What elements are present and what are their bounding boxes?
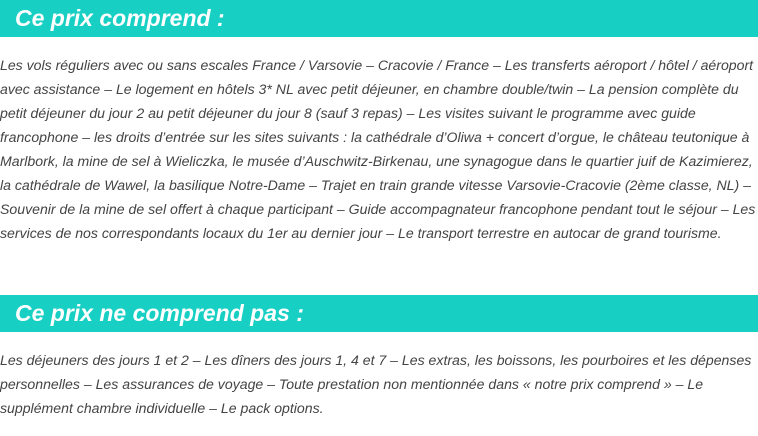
excluded-description: Les déjeuners des jours 1 et 2 – Les dîners des jours 1, 4 et 7 – Les extras, les boissons, les pourboires et les dépenses personnelles – Les assurances de voyage – Toute prestation non mentionnée dans « notre prix comprend » – Le supplément chambre individuelle – Le pack options. [0, 352, 752, 416]
included-description: Les vols réguliers avec ou sans escales France / Varsovie – Cracovie / France – Les transferts aéroport / hôtel / aéroport avec assistance – Le logement en hôtels 3* NL avec petit déjeuner, en chambre double/twin – La pension complète du petit déjeuner du jour 2 au petit déjeuner du jour 8 (sauf 3 repas) – Les visites suivant le programme avec guide francophone – les droits d’entrée sur les sites suivants : la cathédrale d’Oliwa + concert d’orgue, le château teutonique à Marlbork, la mine de sel à Wieliczka, le musée d’Auschwitz-Birkenau, une synagogue dans le quartier juif de Kazimierez, la cathédrale de Wawel, la basilique Notre-Dame – Trajet en train grande vitesse Varsovie-Cracovie (2ème classe, NL) – Souvenir de la mine de sel offert à chaque participant – Guide accompagnateur francophone pendant tout le séjour – Les services de nos correspondants locaux du 1er au dernier jour – Le transport terrestre en autocar de grand tourisme. [0, 57, 756, 241]
included-heading: Ce prix comprend : [15, 5, 225, 31]
excluded-heading: Ce prix ne comprend pas : [15, 300, 304, 326]
included-heading-band [0, 0, 758, 37]
excluded-heading-band [0, 295, 758, 332]
